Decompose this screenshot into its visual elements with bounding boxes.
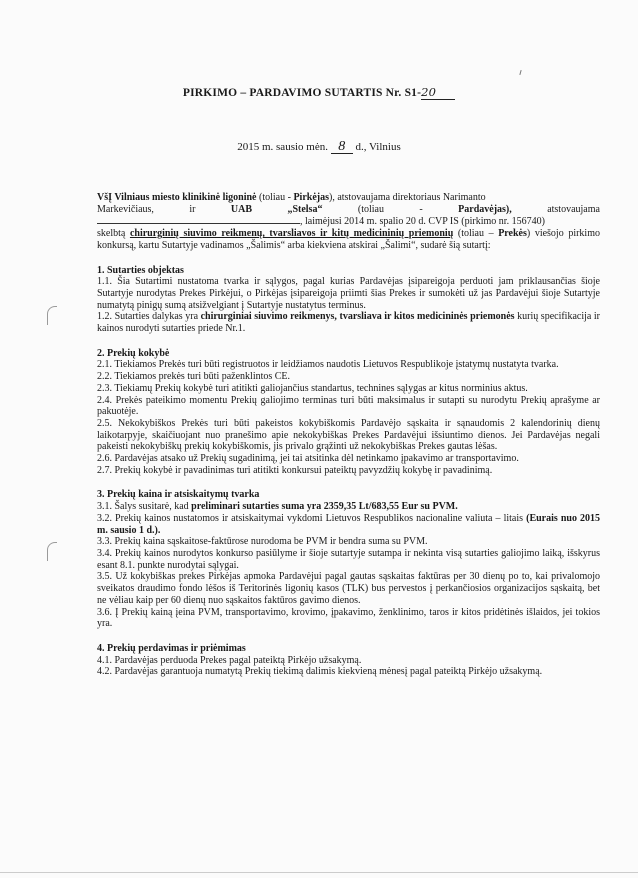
preamble-line: VšĮ Vilniaus miesto klinikinė ligoninė (toliau - Pirkėjas), atstovaujama direktoriaus Narimanto bbox=[97, 192, 486, 203]
preamble-parties-row: Markevičiaus, ir UAB „Stelsa“ (toliau - Pardavėjas), atstovaujama bbox=[97, 203, 600, 215]
clause: 3.5. Už kokybiškas prekes Pirkėjas apmoka Pardavėjui pagal gautas sąskaitas faktūras per 30 dienų po to, kai privalomojo sveikatos draudimo fondo lėšos iš Teritorinės ligonių kasos (TLK) bus pervestos į perkančiosios organizacijos sąskaitą, bet ne vėliau kaip per 60 dienų nuo sąskaitos faktūros gavimo dienos. bbox=[97, 571, 600, 606]
contract-title bbox=[0, 85, 638, 100]
clause: 1.1. Šia Sutartimi nustatoma tvarka ir sąlygos, pagal kurias Pardavėjas įsipareigoja perduoti jam priklausančias šioje Sutartyje nurodytas Prekes Pirkėjui, o Pirkėjas įsipareigoja priimti šias Prekes ir sumokėti už jas Pardavėjui šioje Sutartyje numatytą pinigų sumą atsižvelgiant į Sutartyje nustatytus terminus. bbox=[97, 276, 600, 311]
clause: 2.5. Nekokybiškos Prekės turi būti pakeistos kokybiškomis Pardavėjo sąskaita ir sąnaudomis 2 kalendorinių dienų laikotarpyje, skaičiuojant nuo pranešimo apie nekokybiškas Prekes Pardavėjui išsiuntimo dienos. Jei Pardavėjas negali pakeisti nekokybiškų prekių kokybiškomis, jis privalo grąžinti už nekokybiškas Prekes gautas lėšas. bbox=[97, 417, 600, 453]
preamble-line: , laimėjusi 2014 m. spalio 20 d. CVP IS (pirkimo nr. 156740) bbox=[97, 215, 600, 228]
title-text: PIRKIMO – PARDAVIMO SUTARTIS Nr. S1- bbox=[182, 87, 422, 99]
section-heading: 4. Prekių perdavimas ir priėmimas bbox=[97, 642, 246, 654]
clause: 3.4. Prekių kainos nurodytos konkurso pasiūlyme ir šioje sutartyje sutampa ir nekinta visą sutarties galiojimo laiką, išskyrus esant 8.1. punkte nurodytai sąlygai. bbox=[97, 547, 600, 571]
preamble-line: skelbtą chirurginių siuvimo reikmenų, tvarsliavos ir kitų medicininių priemonių (toliau – Prekės) viešojo pirkimo konkursą, kartu Sutartyje vadinamos „Šalimis“ arba kiekviena atskirai „Šalimi“, sudarė šią sutartį: bbox=[97, 228, 600, 251]
date-place: d., Vilnius bbox=[355, 141, 401, 153]
clause: 2.4. Prekės pateikimo momentu Prekių galiojimo terminas turi būti maksimalus ir sutapti su nurodytu Prekių aprašyme ar pakuotėje. bbox=[97, 394, 600, 418]
pen-mark bbox=[519, 70, 521, 75]
punch-hole-mark bbox=[47, 542, 57, 561]
handwritten-day: 8 bbox=[331, 141, 353, 154]
section-heading: 1. Sutarties objektas bbox=[97, 264, 184, 276]
clause: 2.2. Tiekiamos prekės turi būti paženklintos CE. bbox=[97, 371, 291, 383]
signature-blank bbox=[97, 215, 300, 224]
page-edge bbox=[0, 872, 638, 873]
punch-hole-mark bbox=[47, 306, 57, 325]
contract-body bbox=[97, 192, 600, 678]
clause: 1.2. Sutarties dalykas yra chirurginiai siuvimo reikmenys, tvarsliava ir kitos medicininės priemonės kurių specifikacija ir kainos nurodyti sutarties priede Nr.1. bbox=[97, 311, 601, 335]
clause: 3.6. Į Prekių kainą įeina PVM, transportavimo, krovimo, įpakavimo, ženklinimo, taros ir kitos pridėtinės išlaidos, jei tokios yra. bbox=[97, 606, 600, 630]
clause: 2.1. Tiekiamos Prekės turi būti registruotos ir leidžiamos naudotis Lietuvos Respublikoje įstatymų nustatyta tvarka. bbox=[97, 359, 559, 371]
clause: 3.3. Prekių kaina sąskaitose-faktūrose nurodoma be PVM ir bendra suma su PVM. bbox=[97, 536, 428, 548]
clause: 3.1. Šalys susitarė, kad preliminari sutarties suma yra 2359,35 Lt/683,55 Eur su PVM. bbox=[97, 501, 458, 513]
clause: 3.2. Prekių kainos nustatomos ir atsiskaitymai vykdomi Lietuvos Respublikos nacionaline valiuta – litais (Eurais nuo 2015 m. sausio 1 d.). bbox=[97, 512, 601, 536]
clause: 2.7. Prekių kokybė ir pavadinimas turi atitikti konkursui pateiktų pavyzdžių kokybę ir pavadinimą. bbox=[97, 464, 493, 476]
clause: 2.6. Pardavėjas atsako už Prekių sugadinimą, jei tai atsitinka dėl netinkamo įpakavimo ar transportavimo. bbox=[97, 453, 519, 465]
handwritten-contract-number: 20 bbox=[421, 85, 455, 100]
section-heading: 3. Prekių kaina ir atsiskaitymų tvarka bbox=[97, 489, 260, 501]
clause: 4.1. Pardavėjas perduoda Prekes pagal pateiktą Pirkėjo užsakymą. bbox=[97, 654, 362, 666]
clause: 2.3. Tiekiamų Prekių kokybė turi atitikti galiojančius standartus, technines sąlygas ar kitus norminius aktus. bbox=[97, 382, 528, 394]
clause: 4.2. Pardavėjas garantuoja numatytą Prekių tiekimą dalimis kiekvieną mėnesį pagal pateiktą Pirkėjo užsakymą. bbox=[97, 666, 543, 678]
date-year-month: 2015 m. sausio mėn. bbox=[237, 141, 328, 153]
section-heading: 2. Prekių kokybė bbox=[97, 347, 170, 359]
date-place-line bbox=[0, 141, 638, 154]
